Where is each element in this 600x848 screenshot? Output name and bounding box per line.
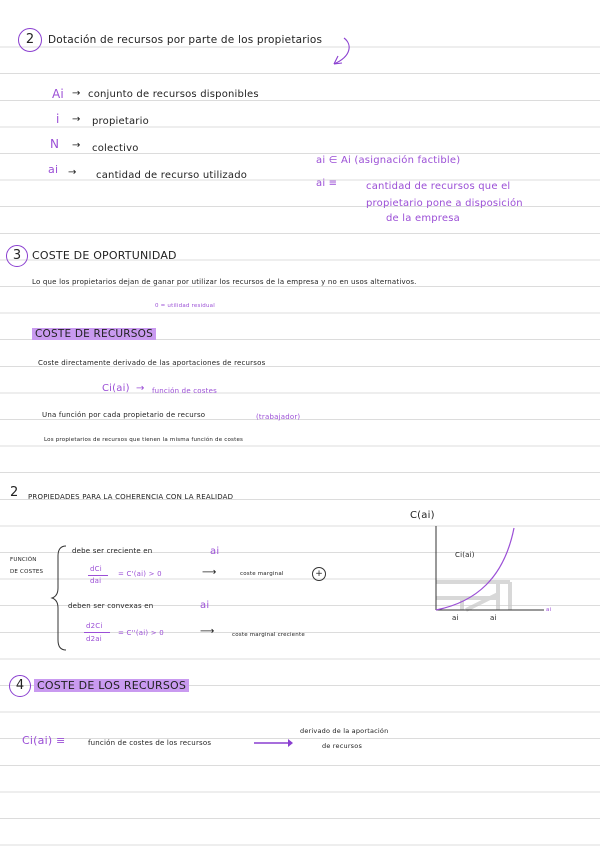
arrow-icon: ⟶ bbox=[202, 567, 217, 578]
second-derivative-denominator: d2ai bbox=[86, 635, 102, 643]
symbol-i: i bbox=[56, 112, 60, 126]
fraction-bar bbox=[88, 575, 108, 576]
curly-brace-icon bbox=[50, 544, 70, 652]
arrow-icon: → bbox=[72, 140, 81, 151]
derived-from-contribution-note-1: derivado de la aportación bbox=[300, 727, 389, 735]
section-number-2: 2 bbox=[18, 28, 42, 52]
residual-utility-note: 0 = utilidad residual bbox=[155, 303, 215, 309]
property1-text: debe ser creciente en bbox=[72, 547, 153, 555]
section-number-3: 3 bbox=[6, 245, 28, 267]
one-function-per-owner-text: Una función por cada propietario de recurso bbox=[42, 411, 206, 419]
section-number-4: 4 bbox=[9, 675, 31, 697]
graph-x-label: ai bbox=[546, 607, 552, 613]
fraction-bar bbox=[84, 632, 110, 633]
property2-variable: ai bbox=[200, 600, 210, 611]
plus-circle-icon: + bbox=[312, 567, 326, 581]
symbol-Ai: Ai bbox=[52, 87, 64, 101]
second-derivative-numerator: d2Ci bbox=[86, 622, 103, 630]
section2-title: Dotación de recursos por parte de los propietarios bbox=[48, 34, 323, 46]
opportunity-cost-definition: Lo que los propietarios dejan de ganar por utilizar los recursos de la empresa y no en usos alternativos. bbox=[32, 278, 417, 286]
same-cost-function-text: Los propietarios de recursos que tienen la misma función de costes bbox=[44, 437, 244, 443]
convex-cost-curve-graph bbox=[426, 522, 556, 618]
derivative-denominator: dai bbox=[90, 577, 102, 585]
increasing-marginal-cost-note: coste marginal creciente bbox=[232, 632, 305, 638]
cost-of-resources-heading: COSTE DE RECURSOS bbox=[32, 328, 156, 340]
arrow-icon: → bbox=[72, 88, 81, 99]
definition-i: propietario bbox=[92, 116, 149, 127]
definition-N: colectivo bbox=[92, 143, 139, 154]
ai-definition-line3: de la empresa bbox=[386, 213, 460, 224]
symbol-ai: ai bbox=[48, 163, 59, 176]
graph-tick-2: ai bbox=[490, 614, 497, 622]
property1-variable: ai bbox=[210, 546, 220, 557]
cost-function-formula: Ci(ai) bbox=[102, 383, 130, 394]
ai-definition-line2: propietario pone a disposición bbox=[366, 198, 523, 209]
arrow-icon: → bbox=[136, 383, 145, 394]
cost-function-side-label-1: FUNCIÓN bbox=[10, 557, 37, 563]
definition-Ai: conjunto de recursos disponibles bbox=[88, 89, 259, 100]
properties-title: PROPIEDADES PARA LA COHERENCIA CON LA REALIDAD bbox=[28, 493, 234, 501]
definition-ai: cantidad de recurso utilizado bbox=[96, 170, 248, 181]
graph-tick-1: ai bbox=[452, 614, 459, 622]
arrow-icon: → bbox=[72, 114, 81, 125]
derivative-numerator: dCi bbox=[90, 565, 102, 573]
properties-number: 2 bbox=[10, 485, 19, 500]
resource-cost-function-text: función de costes de los recursos bbox=[88, 739, 212, 747]
property2-text: deben ser convexas en bbox=[68, 602, 154, 610]
derived-from-contribution-note-2: de recursos bbox=[322, 742, 363, 750]
direct-cost-text: Coste directamente derivado de las aportaciones de recursos bbox=[38, 359, 266, 367]
resource-cost-formula: Ci(ai) ≡ bbox=[22, 734, 66, 747]
feasible-assignment-note: ai ∈ Ai (asignación factible) bbox=[316, 155, 461, 166]
curved-arrow-icon bbox=[326, 34, 354, 70]
first-derivative-condition: = C'(ai) > 0 bbox=[118, 570, 162, 578]
marginal-cost-note: coste marginal bbox=[240, 571, 284, 577]
cost-function-label: función de costes bbox=[152, 387, 217, 395]
second-derivative-condition: = C''(ai) > 0 bbox=[118, 629, 164, 637]
graph-curve-label: Ci(ai) bbox=[455, 551, 475, 559]
arrow-icon: → bbox=[68, 167, 77, 178]
arrow-icon: ⟶ bbox=[200, 626, 215, 637]
ai-equivalence-symbol: ai ≡ bbox=[316, 178, 338, 189]
section3-title: COSTE DE OPORTUNIDAD bbox=[32, 249, 177, 262]
symbol-N: N bbox=[50, 137, 60, 151]
graph-y-label: C(ai) bbox=[410, 510, 435, 521]
ai-definition-line1: cantidad de recursos que el bbox=[366, 181, 511, 192]
arrow-icon bbox=[254, 738, 294, 748]
section4-title: COSTE DE LOS RECURSOS bbox=[34, 679, 189, 692]
cost-function-side-label-2: DE COSTES bbox=[10, 569, 44, 575]
worker-note: (trabajador) bbox=[256, 413, 301, 421]
